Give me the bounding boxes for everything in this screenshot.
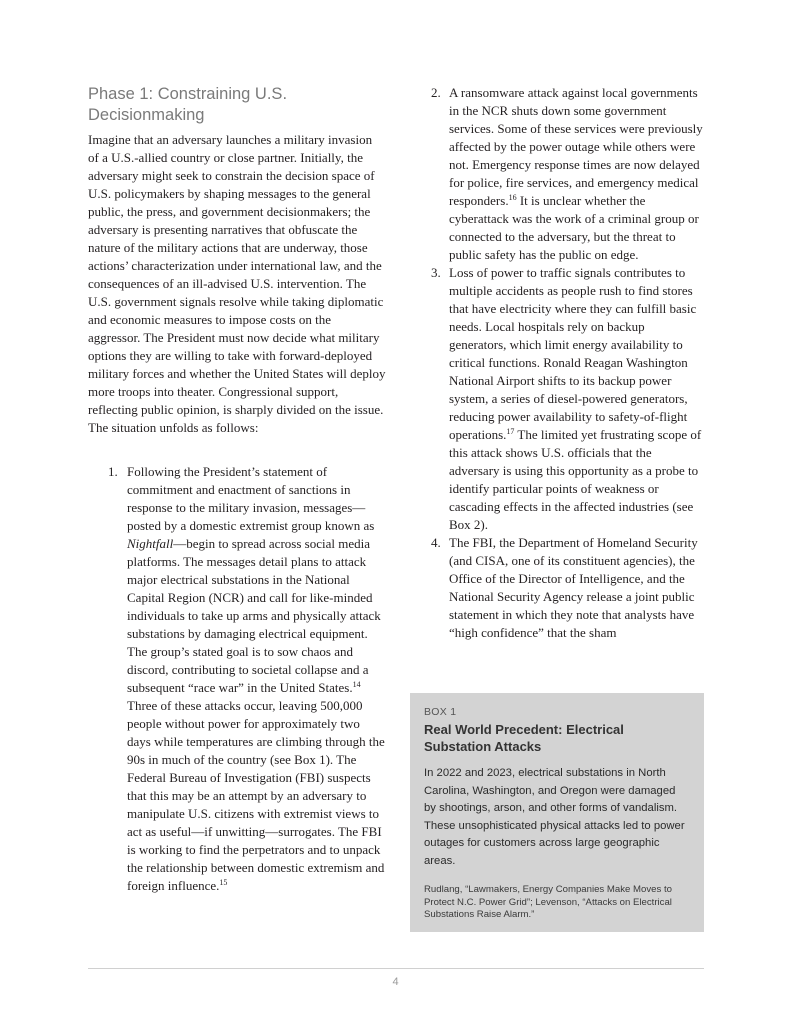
- list-text: A ransomware attack against local governments in the NCR shuts down some government services. Some of these services were previously affected by the power outage while others were not. Emergency response times are now delayed for police, fire services, and emergency medical responders.: [449, 85, 703, 208]
- footnote-ref[interactable]: 16: [508, 193, 517, 202]
- list-number: 3.: [431, 265, 441, 280]
- box-1-sidebar: [410, 693, 704, 932]
- footnote-ref[interactable]: 14: [352, 680, 361, 689]
- list-text: Three of these attacks occur, leaving 500,000 people without power for approximately two days while temperatures are climbing through the 90s in much of the country (see Box 1). The Federal Bureau of Investigation (FBI) suspects that this may be an attempt by an adversary to manipulate U.S. citizens with extremist views to act as useful—if unwitting—surrogates. The FBI is working to find the perpetrators and to unpack the relationship between domestic extremism and foreign influence.: [127, 698, 385, 893]
- list-text: Following the President’s statement of commitment and enactment of sanctions in response to the military invasion, messages—posted by a domestic extremist group known as: [127, 464, 375, 533]
- list-text: The FBI, the Department of Homeland Security (and CISA, one of its constituent agencies), the Office of the Director of Intelligence, and the National Security Agency release a joint public statement in which they note that analysts have “high confidence” that the sham: [449, 535, 698, 640]
- box-source: Rudlang, “Lawmakers, Energy Companies Make Moves to Protect N.C. Power Grid”; Levenson, “Attacks on Electrical Substations Raise Alarm.”: [424, 884, 672, 920]
- box-label: BOX 1: [424, 706, 457, 718]
- page-number: 4: [392, 976, 399, 988]
- section-heading: Phase 1: Constraining U.S. Decisionmaking: [88, 85, 288, 124]
- list-number: 4.: [431, 535, 441, 550]
- group-name: Nightfall: [127, 536, 174, 551]
- box-text: In 2022 and 2023, electrical substations in North Carolina, Washington, and Oregon were damaged by shootings, arson, and other forms of vandalism. These unsophisticated physical attacks led to power outages for customers across large geographic areas.: [424, 767, 685, 867]
- list-number: 1.: [108, 464, 118, 479]
- list-text: —begin to spread across social media platforms. The messages detail plans to attack major electrical substations in the National Capital Region (NCR) and call for like-minded individuals to take up arms and physically attack substations by damaging electrical equipment. The group’s stated goal is to sow chaos and discord, contributing to societal collapse and a subsequent “race war” in the United States.: [127, 536, 381, 695]
- situation-list-right: [431, 84, 703, 642]
- list-text: The limited yet frustrating scope of this attack shows U.S. officials that the adversary is using this opportunity as a probe to identify particular points of weakness or cascading effects in the affected industries (see Box 2).: [449, 427, 702, 532]
- list-item-3: [431, 264, 703, 534]
- list-text: It is unclear whether the cyberattack was the work of a criminal group or connected to the adversary, but the threat to public safety has the public on edge.: [449, 193, 699, 262]
- footnote-ref[interactable]: 15: [219, 878, 228, 887]
- list-item-2: [431, 84, 703, 264]
- footer-divider: [88, 968, 704, 969]
- box-title: Real World Precedent: Electrical Substation Attacks: [424, 722, 624, 754]
- footnote-ref[interactable]: 17: [506, 427, 515, 436]
- list-item-1: [108, 463, 386, 895]
- situation-list-left: [108, 463, 386, 895]
- list-text: Loss of power to traffic signals contributes to multiple accidents as people rush to find stores that have electricity where they can fulfill basic needs. Local hospitals rely on backup generators, which limit energy availability to critical functions. Ronald Reagan Washington National Airport shifts to its backup power system, a series of diesel-powered generators, reducing power availability to safety-of-flight operations.: [449, 265, 697, 442]
- intro-paragraph: Imagine that an adversary launches a military invasion of a U.S.-allied country or close partner. Initially, the adversary might seek to constrain the decision space of U.S. policymakers by shaping messages to the general public, the press, and government decisionmakers; the adversary is presenting narratives that obfuscate the nature of the military actions that are underway, those actions’ characterization under international law, and the consequences of an ill-advised U.S. intervention. The U.S. government signals resolve while taking diplomatic and economic measures to impose costs on the aggressor. The President must now decide what military options they are willing to take with forward-deployed military forces and whether the United States will deploy more troops into theater. Congressional support, reflecting public opinion, is sharply divided on the issue. The situation unfolds as follows:: [88, 132, 386, 435]
- list-item-4: [431, 534, 703, 642]
- list-number: 2.: [431, 85, 441, 100]
